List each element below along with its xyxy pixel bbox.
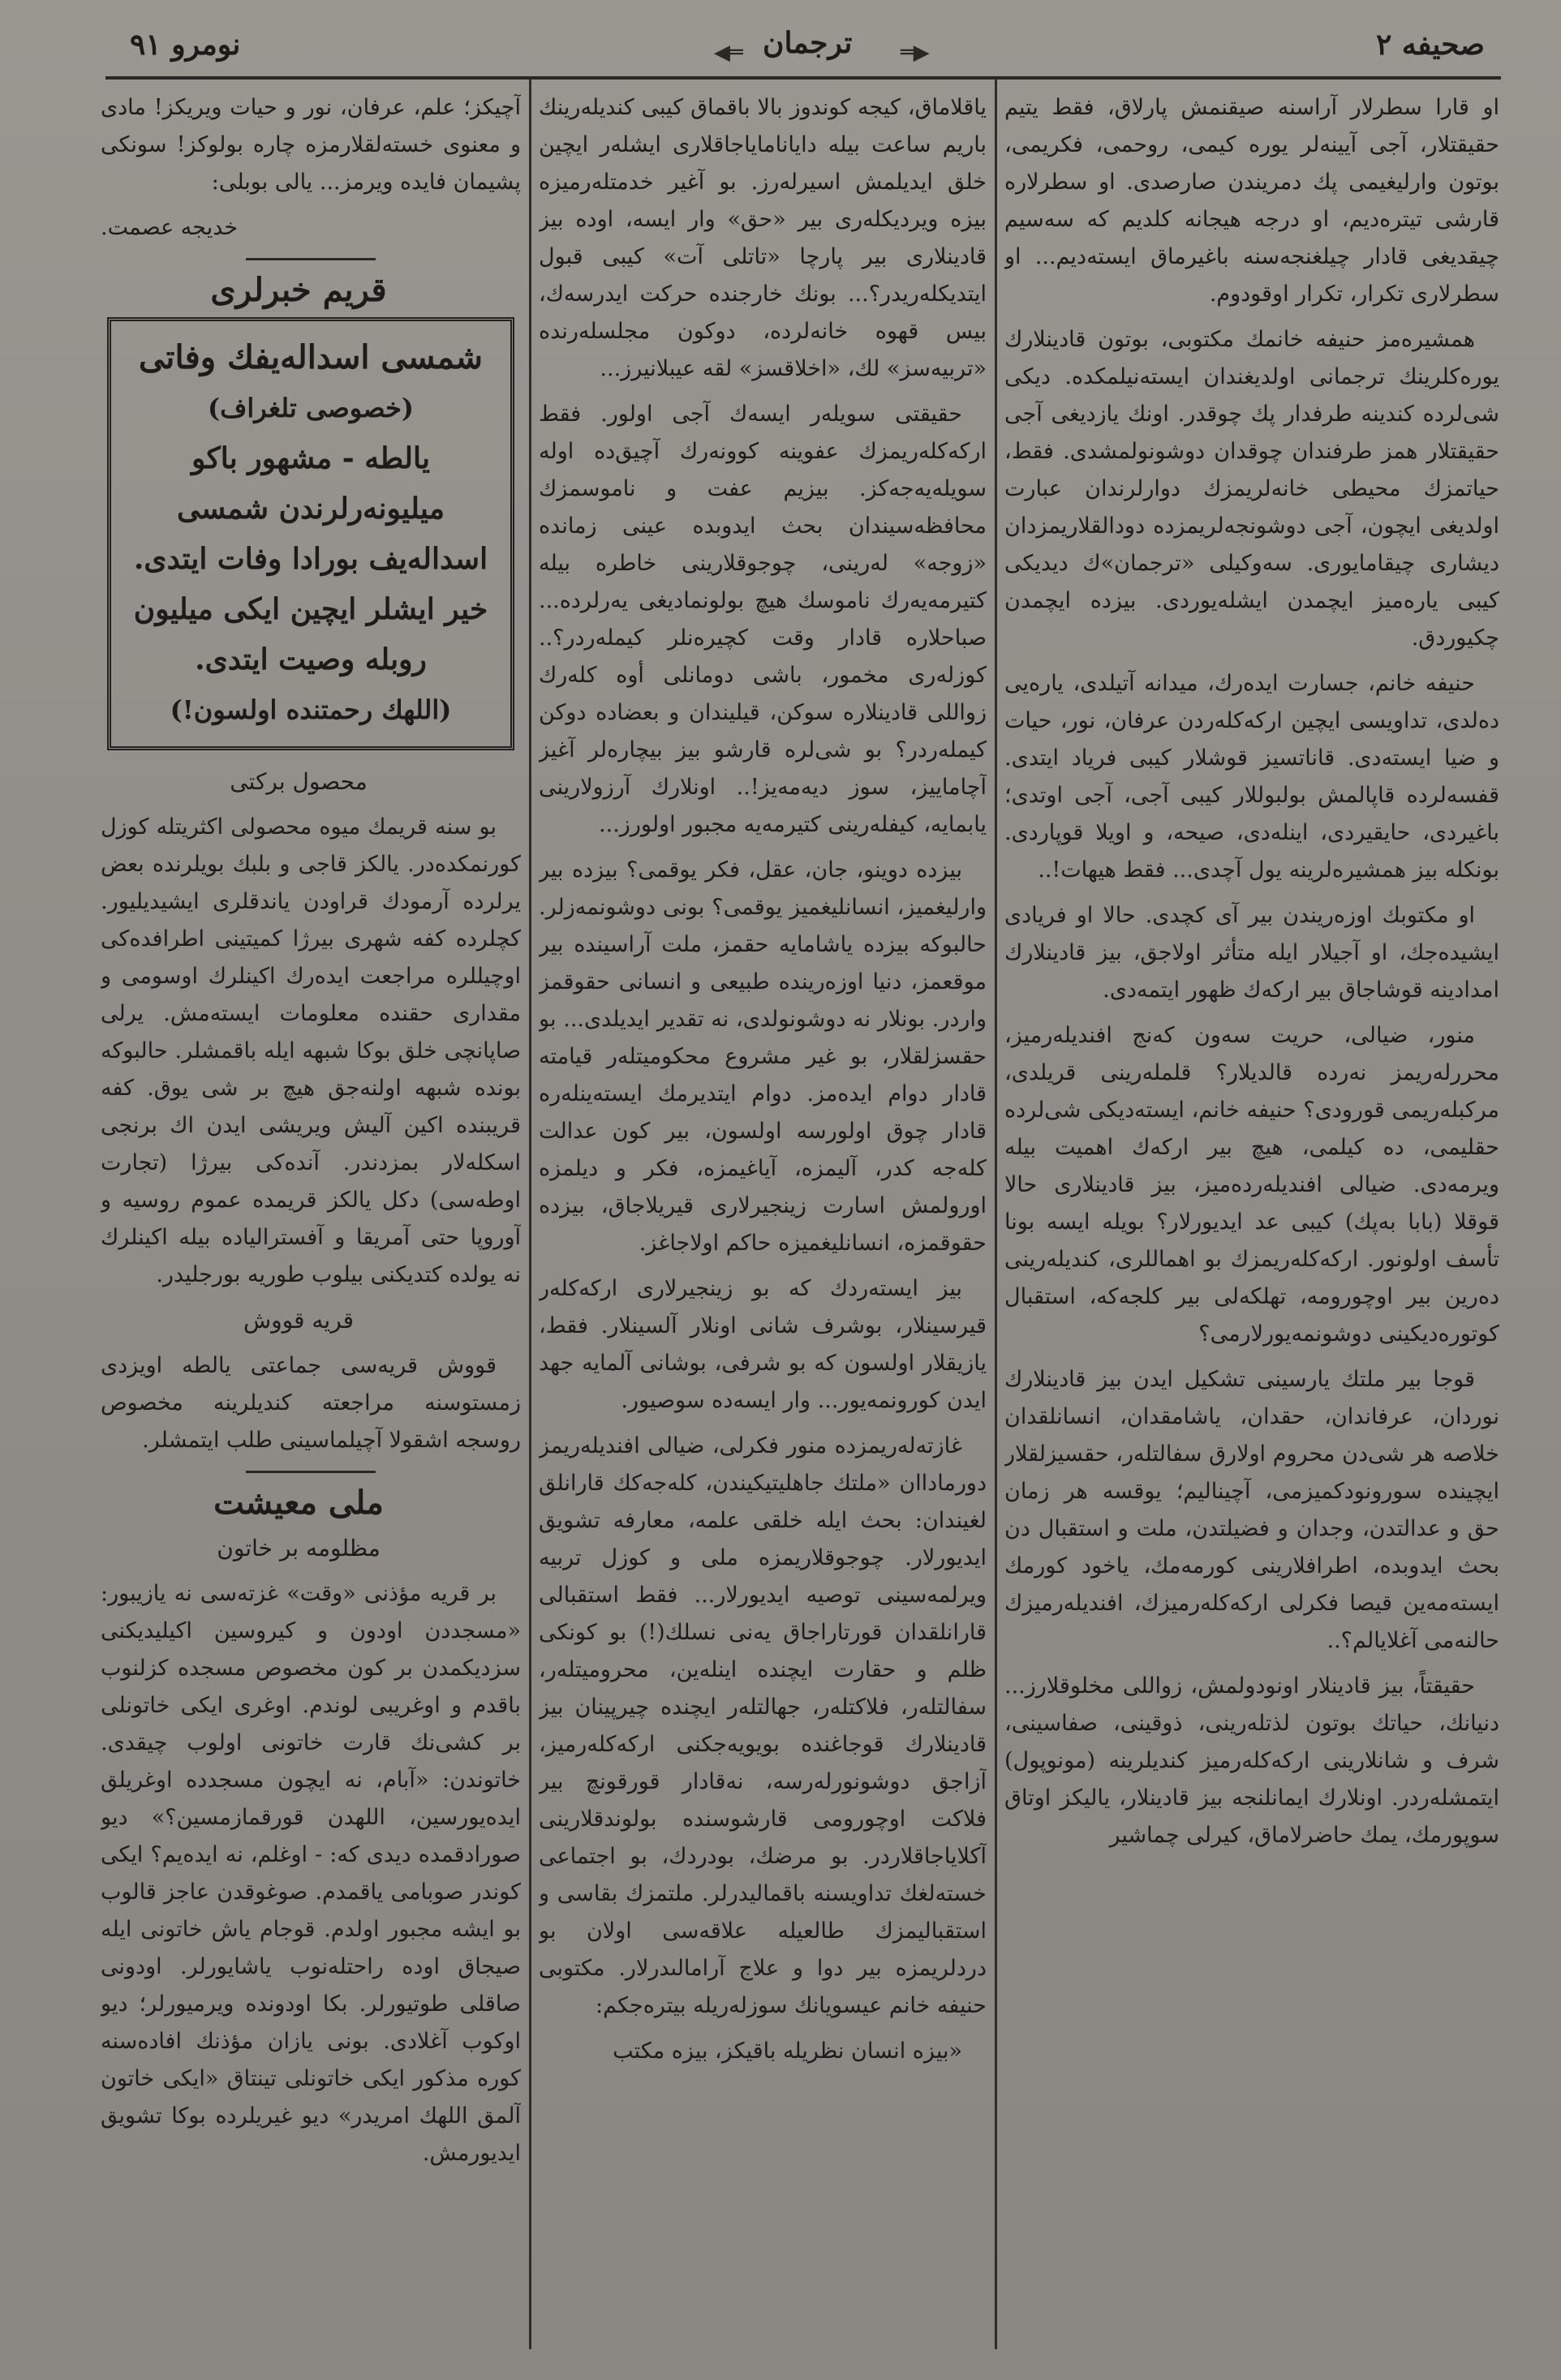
telegram-blessing: (اللهك رحمتنده اولسون!) — [170, 694, 452, 725]
national-life-subtitle: مظلومه بر خاتون — [217, 1535, 381, 1562]
village-title: قريه قووش — [243, 1307, 355, 1334]
paragraph: بيز ايسته‌ردك كه بو زينجيرلارى اركه‌كله‌ر قيرسينلار، بوشرف شانى اونلار آلسينلار. فقط، يازيقلار اولسون كه بو شرفى، بوشانى آلمايه جهد ايدن كورونمه‌يور... وار ايسه‌ده سوصيور. — [539, 1276, 987, 1413]
paragraph: حقيقتاً، بيز قادينلار اونودولمش، زواللى مخلوقلارز... دنيانك، حياتك بوتون لذتله‌رينى، ذوقينى، صفاسينى، شرف و شانلارينى اركه‌كله‌رميز كنديلرينه (مونوپول) ايتمشله‌ردر. اونلارك ايمانلنجه بيز قادينلار، ياليكز اوتاق سوپورمك، يمك حاضرلاماق، كيرلى چماشير — [1004, 1673, 1499, 1848]
paragraph: «بيزه انسان نظريله باقيكز، بيزه مكتب — [613, 2038, 962, 2064]
paragraph: قوجا بير ملتك يارسينى تشكيل ايدن بيز قادينلارك نوردان، عرفاندان، حقدان، ياشامقدان، انسانلقدان خلاصه هر شى‌دن محروم اولارق سفالتله‌ر، حقسيزلقلار ايچينده سورونودكميزمى، آچيناليم؛ يوقسه هر زمان حق و عدالتدن، وجدان و فضيلتدن، ملت و استقبال دن بحث ايدوبده، اطرافلارينى كورمه‌مك، ياخود كورمك ايسته‌مه‌ين قيصا فكرلى اركه‌كله‌رميزك، افنديله‌رميزك حالنه‌مى آغلايالم؟.. — [1004, 1367, 1499, 1653]
paragraph: حنيفه خانم، جسارت ايده‌رك، ميدانه آتيلدى، يارەيى دەلدى، تداويسى ايچين اركه‌كله‌ردن عرفان، نور، حيات و ضيا ايسته‌دى. قاناتسيز قوشلار كيبى فرياد ايتدى. قفسه‌لرده قاپالمش بولبوللار كيبى آجى، آجى اوتدى؛ باغيردى، حايقيردى، اينله‌دى، صيحه، و اويلا قوپاردى. بونكله بيز همشيره‌لرينه يول آچدى... فقط هيهات!.. — [1004, 671, 1499, 883]
national-life-text: بر قريه مؤذنى «وقت» غزته‌سى نه يازيبور: «مسجددن اودون و كيروسين اكيليديكنى سزديكمدن بر كون مخصوص مسجده كزلنوب باقدم و اوغريبى لوندم. اوغرى ايكى خاتونلى بر كشى‌نك قارت خاتونى اولوب چيقدى. خاتوندن: «آبام، نه ايچون مسجدده اوغريلق ايده‌يورسين، اللهدن قورقمازمسين؟» ديو صورادقمده ديدى كه: - اوغلم، نه ايدەيم؟ ايكى كوندر صوبامى ياقمدم. صوغوقدن عاجز قالوب بو ايشه مجبور اولدم. قوجام ياش خاتونى ايله صيجاق اوده راحتله‌نوب ياشايورلر. اودونى صاقلى طوتيورلر. بكا اودونده ويرميورلر؛ ديو اوكوب آغلادى. بونى يازان مؤذنك افاده‌سنه كوره مذكور ايكى خاتونلى تينتاق «ايكى خاتون آلمق اللهك امريدر» ديو غيريلرده بوكا تشويق ايديورمش. — [101, 1581, 521, 2166]
paragraph: او قارا سطرلار آراسنه صيقنمش پارلاق، فقط يتيم حقيقتلار، آجى آيينه‌لر يوره كيمى، روحمى، فكريمى، بوتون وارليغيمى پك دمريندن صارصدى. او سطرلاره قارشى تيترەديم، او درجه هيجانه كلديم كه سه‌سيم چيقديغى قادار چيلغنجه‌سنه باغيرماق ايسته‌ديم... او سطرلارى تكرار، تكرار اوقودوم. — [1004, 95, 1499, 307]
ornament-left-icon: ◀═ — [714, 41, 743, 65]
paragraph: او مكتوبك اوزه‌ريندن بير آى كچدى. حالا او فريادى ايشيده‌جك، او آجيلار ايله متأثر اولاجق، بيز قادينلارك امدادينه قوشاجاق بير اركه‌ك ظهور ايتمه‌دى. — [1004, 903, 1499, 1003]
poem-ending: آچيكز؛ علم، عرفان، نور و حيات ويريكز! مادى و معنوى خسته‌لقلارمزه چاره بولوكز! سونكى پشيمان فايده ويرمز... يالى بوبلى: — [101, 95, 521, 195]
ornament-right-icon: ═▶ — [901, 41, 930, 65]
telegram-subtitle: (خصوصى تلغراف) — [208, 393, 414, 423]
village-text: قووش قريه‌سى جماعتى يالطه اويزدى زمستوسنه مراجعته كنديلرينه مخصوص روسجه اشقولا آچيلماسينى طلب ايتمشلر. — [101, 1353, 521, 1453]
paragraph: حقيقتى سويله‌ر ايسه‌ك آجى اولور. فقط اركه‌كله‌ريمزك عفوينه كوونه‌رك آچيق‌ده اوله سويله‌يه‌جه‌كز. بيزيم عفت و ناموسمزك محافظه‌سيندان بحث ايدوبده عينى زمانده «زوجه» له‌رينى، چوجوقلارينى خاطره بيله كتيرمه‌يه‌رك ناموسك هيچ بولونماديغى يه‌رلرده... صباحلاره قادار وقت كچيره‌نلر كيمله‌ردر؟.. كوزله‌رى مخمور، باشى دومانلى أوه كله‌رك زواللى قادينلاره سوكن، قيليندان و بعضاده دوكن كيمله‌ردر؟ بو شى‌لره قارشو بيز بيچاره‌لر آغيز آچاماييز، سوز ديه‌مه‌يز!.. اونلارك آرزولارينى يابمايه، كيفله‌رينى كتيرمه‌يه مجبور اولورز... — [539, 402, 987, 837]
middle-column — [539, 89, 987, 2344]
column-divider — [995, 78, 997, 2349]
paragraph: غازته‌له‌ريمزده منور فكرلى، ضيالى افنديله‌ريمز دورماداان «ملتك جاهليتيكيندن، كله‌جه‌كك قارانلق لغيندان: بحث ايله خلقى علمه، معارفه تشويق ايديورلار. چوجوقلاريمزه ملى و كوزل تربيه ويرلمه‌سينى توصيه ايديورلار... فقط استقبالى قارانلقدان قورتاراجاق يه‌نى نسلك(!) بو كونكى ظلم و حقارت ايچنده اينله‌ين، محروميتله‌ر، سفالتله‌ر، فلاكتله‌ر، جهالتله‌ر ايچنده چيرپينان بيز قادينلارك قوجاغنده بويويه‌جكنى اركه‌كله‌رميز، آزاجق دوشونورله‌رسه، نه‌قادار قورقونچ بير فلاكت اوچورومى قارشوسنده بولوندقلارينى آكلاياجاقلاردر. بو مرضك، بودردك، بو اجتماعى خسته‌لغك تداويسنه باقماليدرلر. ملتمزك بقاسى و استقباليمزك طالعيله علاقه‌سى اولان بو دردلريمزه بير دوا و علاج آرامالىدرلار. مكتوبى حنيفه خانم عيسويانك سوزله‌ريله بيتره‌جكم: — [539, 1433, 987, 2018]
harvest-text: بو سنه قريمك ميوه محصولى اكثريتله كوزل كورنمكده‌در. يالكز قاجى و بلبك بويلرنده بعض يرلرده آرمودك قراودن ياندقلرى ايشيديليور. كچلرده كفه شهرى بيرژا كميتينى اطرافده‌كى اوچيللره مراجعت ايده‌رك اكينلرك اوسومى و مقدارى حقنده معلومات ايسته‌مش. يرلى صاپانچى خلق بوكا شبهه ايله باقمشلر. حالبوكه بونده شبهه اولنه‌جق هيچ بر شى يوق. كفه قريبنده اكين آليش ويريشى ايدن اك برنجى اسكله‌لار بمزدندر. آنده‌كى بيرژا (تجارت اوطه‌سى) دكل يالكز قريمده عموم روسيه و آوروپا حتى آمريقا و آفستراليادە بيله اكينلرك نه يولده كتديكنى بيلوب طوريه بورجليدر. — [101, 814, 521, 1287]
left-column — [101, 89, 521, 2344]
paragraph: ياقلاماق، كيجه كوندوز بالا باقماق كيبى كنديله‌رينك باريم ساعت بيله داياناماياجاقلارى ايشله‌ر ايچين خلق ايديلمش اسيرله‌رز. بو آغير خدمتله‌رميزه بيزه ويرديكله‌رى بير «حق» وار ايسه، اوده بيز قادينلارى بير پارچا «تاتلى آت» كيبى قبول ايتديكله‌ريدر؟... بونك خارجنده حركت ايدرسه‌ك، بيس قهوه خانه‌لرده، دوكون مجلسله‌رنده «تربيه‌سز» لك، «اخلاقسز» لقه عيبلانيرز... — [539, 95, 987, 381]
paragraph: بيزده دوينو، جان، عقل، فكر يوقمى؟ بيزده بير وارليغميز، انسانليغميز يوقمى؟ بونى دوشونمه‌زلر. حالبوكه بيزده ياشامايه حقمز، ملت آراسينده بير موقعمز، دنيا اوزه‌رينده طبيعى و انسانى حقوقمز واردر. بونلار نه دوشونولدى، نه تقدير ايديلدى... بو حقسزلقلار، بو غير مشروع محكوميتله‌ر قيامته قادار دوام ايده‌مز. دوام ايتديرمك ايسته‌ينله‌ره قادار چوق اولورسه اولسون، بير كون عدالت كله‌جه كدر، آليمزه، آياغيمزه، فكر و ديلمزه اورولمش اسارت زينجيرلارى قيريلاجاق، بيزده حقوقمزه، انسانليغميزه حاكم اولاجاغز. — [539, 857, 987, 1256]
harvest-title: محصول بركتى — [230, 768, 368, 795]
issue-number: نومرو ٩١ — [130, 28, 241, 62]
masthead-rule — [105, 76, 1501, 79]
section-separator — [246, 1471, 376, 1473]
right-column — [1004, 89, 1499, 2344]
masthead — [97, 23, 1501, 79]
column-divider — [529, 78, 531, 2349]
telegram-body: يالطه - مشهور باكو ميليونه‌رلرندن شمسى اسداله‌يف بورادا وفات ايتدى. خير ايشلر ايچين ايكى ميليون روبله وصيت ايتدى. — [133, 441, 488, 677]
paper-name: ترجمان — [763, 26, 853, 60]
crimea-news-header: قريم خبرلرى — [210, 271, 387, 309]
signature: خديجه عصمت. — [101, 215, 239, 240]
national-life-header: ملى معيشت — [213, 1484, 384, 1522]
section-separator — [246, 258, 376, 260]
telegram-box — [107, 317, 514, 750]
telegram-title: شمسى اسداله‌يفك وفاتى — [138, 338, 484, 376]
paragraph: همشيره‌مز حنيفه خانمك مكتوبى، بوتون قادينلارك يوره‌كلرينك ترجمانى اولديغندان ايسته‌نيلمكده. ديكى شى‌لرده كندينه طرفدار پك چوقدر. اونك يازديغى آجى حقيقتلار همز طرفندان چوقدان دوشونولمشدى. فقط، حياتمزك محيطى خانه‌لريمزك دوارلرندان عبارت اولديغى ايچون، آجى دوشونجه‌لريمزده دودالقلاريمزدان ديشارى چيقامايورى. سه‌وكيلى «ترجمان»ك ديديكى كيبى يارەميز ايچمدن ايشله‌يوردى. بيزده ايچمدن چكيوردق. — [1004, 327, 1499, 651]
paragraph: منور، ضيالى، حريت سه‌ون كه‌نج افنديله‌رميز، محررله‌ريمز نه‌رده قالديلار؟ قلمله‌رينى قريلدى، مركبله‌ريمى قورودى؟ حنيفه خانم، ايسته‌ديكى شى‌لرده حقليمى، ده كيلمى، هيچ بير اركه‌ك اهميت بيله ويرمه‌دى. ضيالى افنديله‌رده‌ميز، بيز قادينلارى حالا قوقلا (بابا به‌پك) كيبى عد ايديورلار؟ بويله ايسه بونا تأسف اولونور. اركه‌كله‌ريمزك بو اهماللرى، كنديله‌رينى ده‌رين بير اوچورومه، تهلكه‌لى بير كلجه‌كه، استقبال كوتوره‌ديكينى دوشونمه‌يورلارمى؟ — [1004, 1023, 1499, 1347]
page-label: صحيفه ٢ — [1375, 28, 1485, 62]
